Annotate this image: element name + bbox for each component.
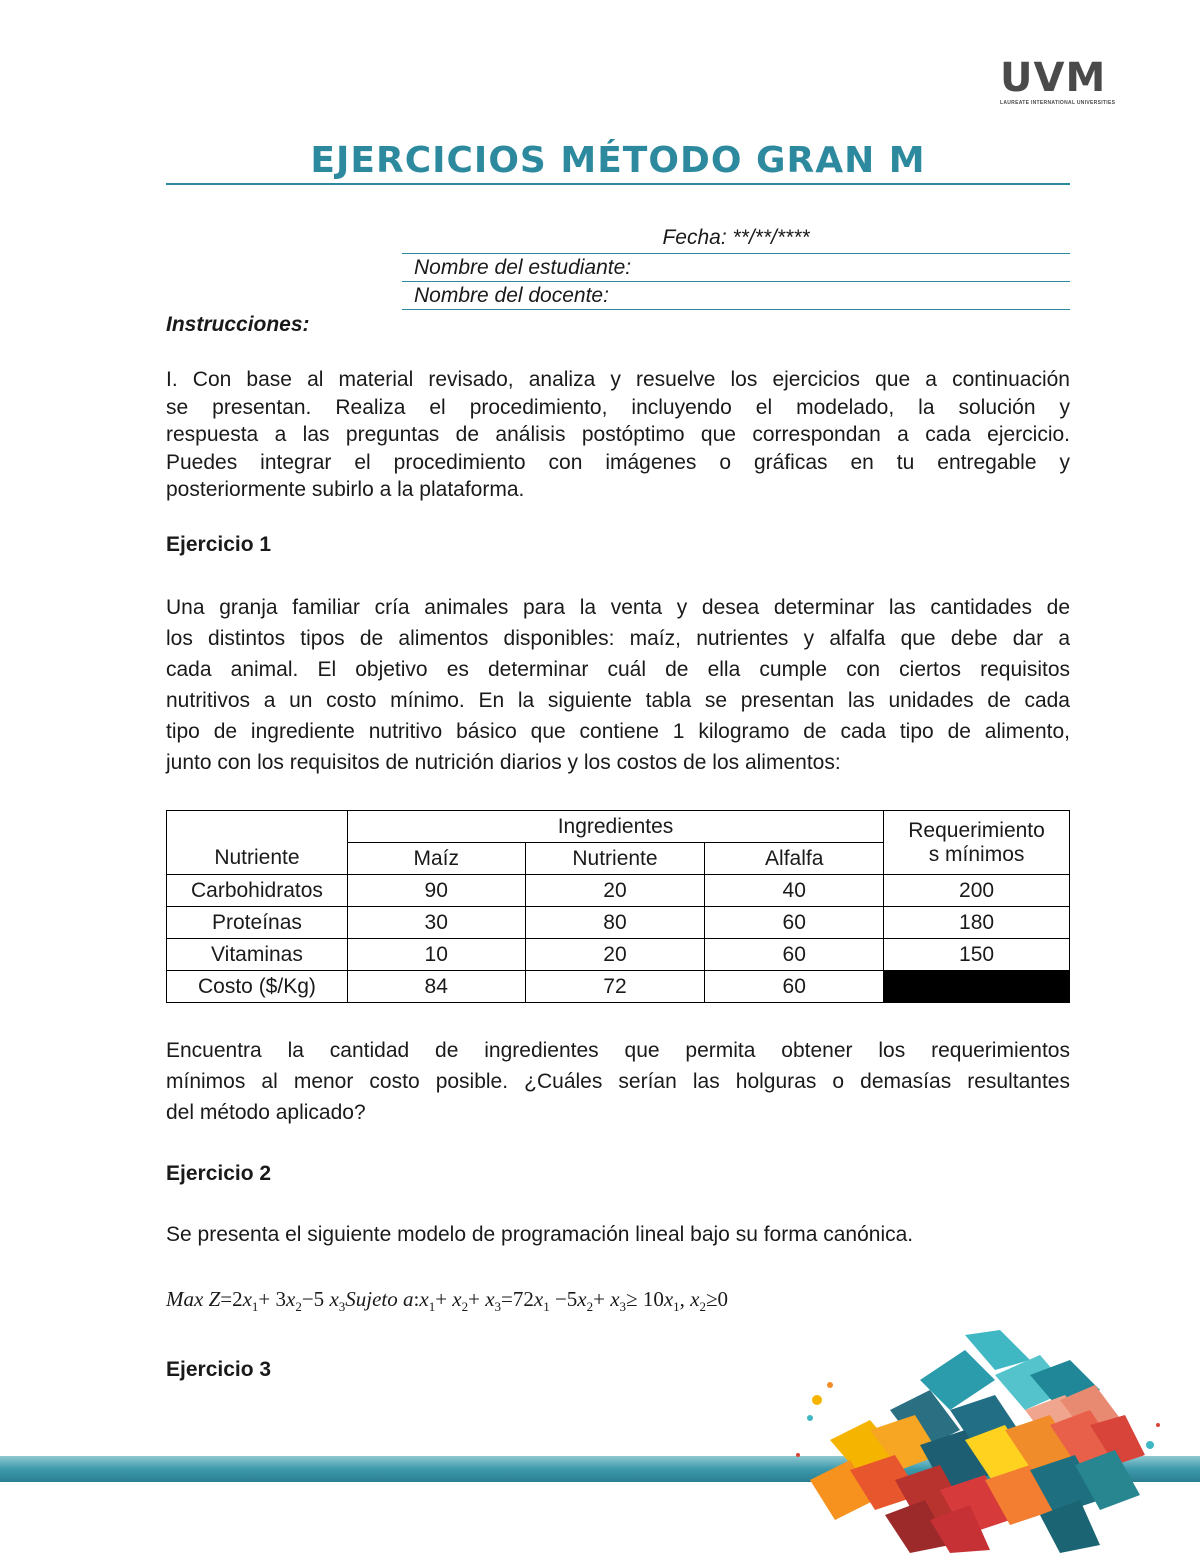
column-header: Alfalfa	[705, 843, 884, 875]
paragraph-line: nutritivos a un costo mínimo. En la siguiente tabla se presentan las unidades de cada	[166, 689, 1070, 712]
fecha-field: Fecha: **/**/****	[662, 226, 810, 249]
column-header: Nutriente	[525, 843, 705, 875]
row-label: Costo ($/Kg)	[167, 971, 348, 1003]
table-cell: 180	[884, 907, 1070, 939]
table-cell: 30	[347, 907, 525, 939]
paragraph-line: junto con los requisitos de nutrición diarios y los costos de los alimentos:	[166, 751, 841, 774]
paragraph-line: Una granja familiar cría animales para la venta y desea determinar las cantidades de	[166, 596, 1070, 619]
paragraph-line: mínimos al menor costo posible. ¿Cuáles serían las holguras o demasías resultantes	[166, 1070, 1070, 1093]
row-label: Proteínas	[167, 907, 348, 939]
exercise-1-question	[166, 1035, 1070, 1128]
table-cell: 84	[347, 971, 525, 1003]
paragraph-line: Puedes integrar el procedimiento con imágenes o gráficas en tu entregable y	[166, 450, 1070, 474]
title-divider	[166, 183, 1070, 185]
table-row	[167, 971, 1070, 1003]
row-label: Carbohidratos	[167, 875, 348, 907]
table-cell: 72	[525, 971, 705, 1003]
column-header: Maíz	[347, 843, 525, 875]
table-cell: 90	[347, 875, 525, 907]
fecha-underline	[402, 253, 1070, 254]
lp-model-formula: Max $Z=2x_1+ 3x_2-5$ $x_3Sujeto$ $a:x_1+ x_2+ x_3=72x_1 -5x_2+ x_3\ge 10x_1$, $x_2\ge 0$	[166, 1287, 729, 1315]
paragraph-line: del método aplicado?	[166, 1101, 366, 1124]
table-cell: 150	[884, 939, 1070, 971]
table-cell: 10	[347, 939, 525, 971]
student-underline	[402, 281, 1070, 282]
table-row	[167, 907, 1070, 939]
instructions-paragraph	[166, 366, 1070, 504]
table-cell: 60	[705, 907, 884, 939]
instructions-heading: Instrucciones:	[166, 313, 310, 336]
table-cell: 80	[525, 907, 705, 939]
blacked-out-cell	[884, 971, 1070, 1003]
header-requerimientos-line2: s mínimos	[928, 842, 1025, 866]
table-cell: 60	[705, 971, 884, 1003]
exercise-1-paragraph	[166, 592, 1070, 778]
header-ingredientes: Ingredientes	[347, 811, 883, 843]
uvm-logo	[1000, 55, 1120, 110]
header-requerimientos	[884, 811, 1070, 875]
logo-subtitle: LAUREATE INTERNATIONAL UNIVERSITIES	[1000, 100, 1116, 106]
row-label: Vitaminas	[167, 939, 348, 971]
logo-text: UVM	[1000, 55, 1107, 101]
paragraph-line: I. Con base al material revisado, analiza y resuelve los ejercicios que a continuación	[166, 368, 1070, 391]
paragraph-line: los distintos tipos de alimentos disponibles: maíz, nutrientes y alfalfa que debe dar a	[166, 627, 1070, 650]
paragraph-line: Encuentra la cantidad de ingredientes que permita obtener los requerimientos	[166, 1039, 1070, 1062]
paragraph-line: cada animal. El objetivo es determinar cuál de ella cumple con ciertos requisitos	[166, 658, 1070, 681]
exercise-3-heading: Ejercicio 3	[166, 1358, 272, 1381]
header-requerimientos-line1: Requerimiento	[908, 818, 1045, 842]
student-name-field: Nombre del estudiante:	[414, 256, 632, 279]
paragraph-line: se presentan. Realiza el procedimiento, incluyendo el modelado, la solución y	[166, 395, 1070, 419]
exercise-2-text: Se presenta el siguiente modelo de programación lineal bajo su forma canónica.	[166, 1223, 914, 1246]
table-cell: 40	[705, 875, 884, 907]
table-cell: 60	[705, 939, 884, 971]
table-row	[167, 939, 1070, 971]
exercise-1-heading: Ejercicio 1	[166, 533, 272, 556]
paragraph-line: tipo de ingrediente nutritivo básico que contiene 1 kilogramo de cada tipo de alimento,	[166, 720, 1070, 743]
table-cell: 200	[884, 875, 1070, 907]
exercise-2-heading: Ejercicio 2	[166, 1162, 272, 1185]
nutrition-table	[166, 810, 1070, 1003]
header-nutriente: Nutriente	[167, 811, 348, 875]
teacher-name-field: Nombre del docente:	[414, 284, 609, 307]
paragraph-line: respuesta a las preguntas de análisis postóptimo que correspondan a cada ejercicio.	[166, 423, 1070, 446]
table-cell: 20	[525, 939, 705, 971]
table-cell: 20	[525, 875, 705, 907]
table-row	[167, 875, 1070, 907]
page-title: EJERCICIOS MÉTODO GRAN M	[310, 140, 926, 181]
decorative-cubes-graphic	[790, 1330, 1170, 1553]
paragraph-line: posteriormente subirlo a la plataforma.	[166, 478, 525, 501]
teacher-underline	[402, 309, 1070, 310]
